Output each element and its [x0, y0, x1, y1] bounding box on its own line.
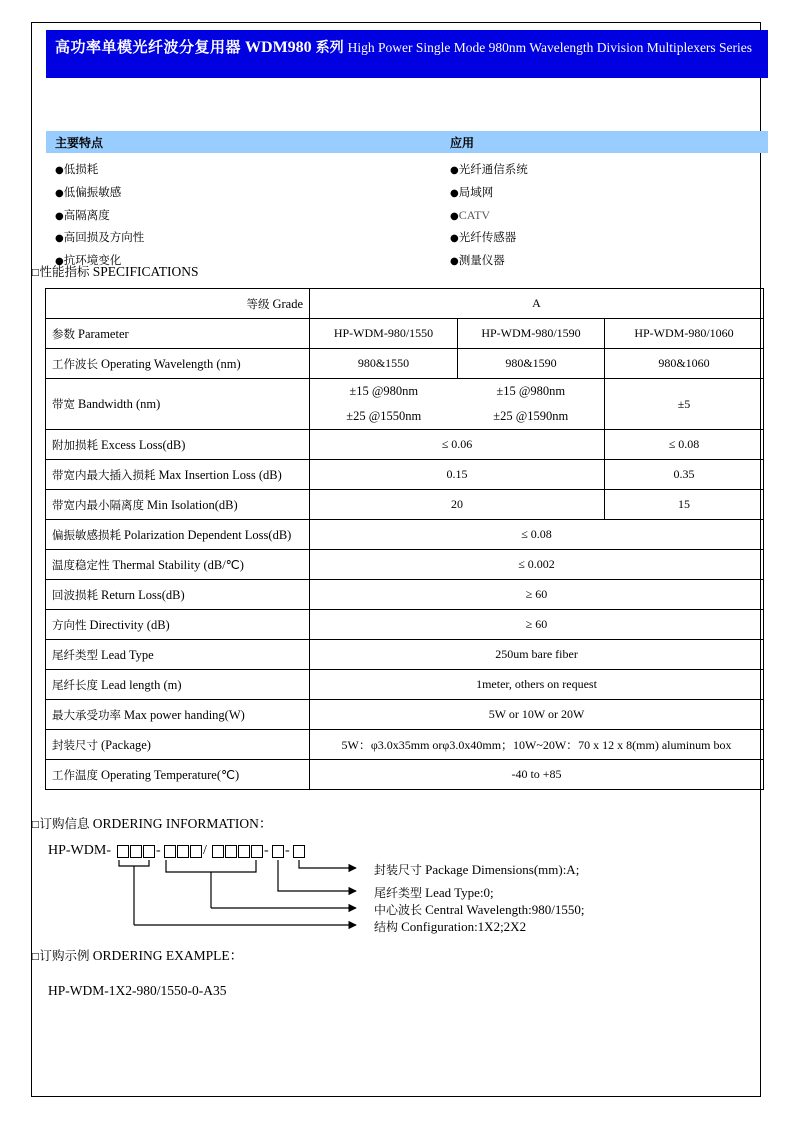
table-row [46, 640, 764, 670]
spec-param-cell [46, 379, 310, 430]
spec-param-cn: 带宽内最大插入损耗 [52, 467, 156, 482]
example-heading-en: ORDERING EXAMPLE： [92, 948, 244, 963]
table-row [46, 730, 764, 760]
pn-box-wavelength-7 [251, 845, 263, 858]
list-item [55, 182, 144, 205]
parameter-label-cn: 参数 [52, 326, 75, 341]
list-item [450, 159, 528, 182]
application-text: CATV [458, 207, 491, 222]
bullet-icon: ● [55, 233, 64, 245]
square-bullet-icon: □ [31, 952, 40, 962]
spec-value-cell: 0.15 [310, 460, 605, 490]
leader-label-package [374, 861, 579, 878]
pn-box-wavelength-1 [164, 845, 176, 858]
table-row-bandwidth [46, 379, 764, 430]
bandwidth-value: ±25 @1590nm [493, 409, 569, 423]
document-title-bar [46, 30, 768, 78]
bullet-icon: ● [450, 210, 459, 222]
feature-text: 高隔离度 [63, 207, 110, 222]
spec-param-cn: 偏振敏感损耗 [52, 527, 121, 542]
spec-value-cell: ≤ 0.002 [310, 550, 764, 580]
bandwidth-value: ±25 @1550nm [346, 409, 422, 423]
bandwidth-col1-cell [310, 379, 458, 430]
bandwidth-value: ±15 @980nm [496, 384, 566, 398]
spec-param-cn: 带宽内最小隔离度 [52, 497, 144, 512]
spec-param-cell [46, 760, 310, 790]
leader-label-package-en: Package Dimensions(mm):A; [425, 862, 580, 877]
list-item [450, 182, 528, 205]
bullet-icon: ● [55, 210, 64, 222]
title-model: WDM980 [245, 39, 312, 56]
leader-label-wavelength-en: Central Wavelength:980/1550; [425, 902, 585, 917]
pn-box-package [293, 845, 305, 858]
specifications-table [45, 288, 764, 790]
pn-dash-3: - [285, 843, 290, 858]
table-row [46, 760, 764, 790]
leader-label-configuration-en: Configuration:1X2;2X2 [401, 919, 527, 934]
leader-label-configuration [374, 918, 526, 935]
spec-param-cell [46, 670, 310, 700]
title-series-chinese: 系列 [315, 40, 344, 56]
leader-label-wavelength [374, 901, 585, 918]
list-item [450, 227, 528, 250]
pn-box-leadtype [272, 845, 284, 858]
application-text: 局域网 [458, 184, 494, 199]
spec-param-cn: 最大承受功率 [52, 707, 121, 722]
spec-param-cn: 回波损耗 [52, 587, 98, 602]
spec-param-en: Max Insertion Loss (dB) [158, 467, 282, 482]
spec-param-en: Max power handing(W) [124, 707, 245, 722]
spec-param-cn: 尾纤长度 [52, 677, 98, 692]
spec-param-cell [46, 700, 310, 730]
bullet-icon: ● [450, 256, 459, 268]
spec-param-cell [46, 610, 310, 640]
spec-value-cell: 15 [605, 490, 764, 520]
square-bullet-icon: □ [31, 820, 40, 830]
spec-value-cell: 5W or 10W or 20W [310, 700, 764, 730]
applications-heading: 应用 [450, 136, 475, 150]
table-row [46, 700, 764, 730]
pn-box-config-2 [130, 845, 142, 858]
spec-param-en: Thermal Stability (dB/℃) [112, 557, 244, 572]
spec-param-cn: 工作波长 [52, 356, 98, 371]
ordering-information-heading [31, 812, 272, 832]
spec-param-cn: 方向性 [52, 617, 87, 632]
model-cell: HP-WDM-980/1550 [310, 319, 458, 349]
bullet-icon: ● [55, 256, 64, 268]
spec-param-cn: 带宽 [52, 397, 75, 411]
features-applications-band [46, 131, 768, 153]
leader-label-configuration-cn: 结构 [374, 920, 399, 934]
table-row [46, 430, 764, 460]
bullet-icon: ● [55, 187, 64, 199]
bandwidth-col3-cell: ±5 [605, 379, 764, 430]
table-row [46, 349, 764, 379]
table-row-grade [46, 289, 764, 319]
grade-value-cell: A [310, 289, 764, 319]
example-heading-cn: 订购示例 [39, 948, 90, 963]
spec-value-cell: 20 [310, 490, 605, 520]
spec-param-cn: 温度稳定性 [52, 557, 110, 572]
spec-value-cell: 980&1060 [605, 349, 764, 379]
spec-param-cell [46, 520, 310, 550]
spec-param-en: Directivity (dB) [89, 617, 170, 632]
list-item [55, 227, 144, 250]
spec-param-cn: 封装尺寸 [52, 737, 98, 752]
table-row [46, 580, 764, 610]
spec-param-cell [46, 460, 310, 490]
ordering-example-heading [31, 944, 243, 964]
spec-value-cell: -40 to +85 [310, 760, 764, 790]
spec-value-cell: ≤ 0.08 [310, 520, 764, 550]
spec-value-cell: 5W：φ3.0x35mm orφ3.0x40mm；10W~20W：70 x 12 x 8(mm) aluminum box [310, 730, 764, 760]
ordering-heading-cn: 订购信息 [39, 816, 90, 831]
pn-box-wavelength-2 [177, 845, 189, 858]
spec-param-en: Polarization Dependent Loss(dB) [124, 527, 292, 542]
spec-param-en: Return Loss(dB) [101, 587, 185, 602]
title-english: High Power Single Mode 980nm Wavelength Division Multiplexers Series [347, 40, 753, 55]
table-row [46, 460, 764, 490]
application-text: 光纤传感器 [458, 230, 517, 245]
spec-param-en: Lead length (m) [101, 677, 182, 692]
pn-box-config-3 [143, 845, 155, 858]
parameter-label-cell [46, 319, 310, 349]
list-item [55, 159, 144, 182]
pn-box-wavelength-5 [225, 845, 237, 858]
spec-value-cell: 980&1550 [310, 349, 458, 379]
bullet-icon: ● [450, 233, 459, 245]
spec-param-en: Operating Temperature(℃) [101, 767, 240, 782]
spec-value-cell: ≥ 60 [310, 580, 764, 610]
leader-label-lead-type [374, 884, 494, 901]
spec-param-cell [46, 580, 310, 610]
spec-param-cell [46, 430, 310, 460]
pn-slash: / [203, 843, 207, 858]
spec-value-cell: ≤ 0.08 [605, 430, 764, 460]
pn-box-wavelength-3 [190, 845, 202, 858]
spec-param-cell [46, 730, 310, 760]
spec-param-en: Min Isolation(dB) [147, 497, 238, 512]
spec-param-cell [46, 550, 310, 580]
specifications-heading [31, 262, 199, 280]
feature-text: 高回损及方向性 [63, 230, 145, 245]
pn-dash-2: - [264, 843, 269, 858]
pn-box-config-1 [117, 845, 129, 858]
spec-value-cell: 250um bare fiber [310, 640, 764, 670]
table-row [46, 550, 764, 580]
bullet-icon: ● [450, 165, 459, 176]
bullet-icon: ● [55, 165, 64, 176]
leader-label-wavelength-cn: 中心波长 [374, 903, 423, 917]
specifications-heading-cn: 性能指标 [39, 264, 90, 279]
table-row [46, 490, 764, 520]
spec-param-en: Excess Loss(dB) [101, 437, 186, 452]
specifications-heading-en: SPECIFICATIONS [92, 264, 199, 279]
parameter-label-en: Parameter [78, 326, 129, 341]
part-number-prefix: HP-WDM- [48, 843, 111, 858]
model-cell: HP-WDM-980/1590 [458, 319, 605, 349]
table-row-models [46, 319, 764, 349]
spec-param-cell [46, 640, 310, 670]
features-heading: 主要特点 [55, 136, 104, 150]
bullet-icon: ● [450, 187, 459, 199]
square-bullet-icon: □ [31, 268, 40, 278]
spec-param-en: (Package) [101, 737, 151, 752]
spec-param-en: Bandwidth (nm) [78, 397, 161, 411]
spec-param-cn: 附加损耗 [52, 437, 98, 452]
spec-param-cn: 工作温度 [52, 767, 98, 782]
spec-param-en: Lead Type [101, 647, 154, 662]
leader-label-package-cn: 封装尺寸 [374, 863, 423, 877]
spec-value-cell: ≤ 0.06 [310, 430, 605, 460]
grade-label-cn: 等级 [246, 296, 270, 311]
table-row [46, 520, 764, 550]
bandwidth-col2-cell [458, 379, 605, 430]
features-list [55, 159, 144, 273]
pn-dash-1: - [156, 843, 161, 858]
spec-param-cn: 尾纤类型 [52, 647, 98, 662]
spec-value-cell: 1meter, others on request [310, 670, 764, 700]
ordering-heading-en: ORDERING INFORMATION： [92, 816, 273, 831]
feature-text: 低损耗 [63, 162, 99, 176]
spec-param-cell [46, 349, 310, 379]
list-item [55, 205, 144, 228]
table-row [46, 610, 764, 640]
grade-label-cell [46, 289, 310, 319]
spec-param-cell [46, 490, 310, 520]
application-text: 光纤通信系统 [458, 162, 528, 176]
list-item [450, 205, 528, 228]
leader-label-lead-type-en: Lead Type:0; [425, 885, 494, 900]
leader-label-lead-type-cn: 尾纤类型 [374, 886, 423, 900]
bandwidth-value: ±15 @980nm [349, 384, 419, 398]
table-row [46, 670, 764, 700]
spec-value-cell: 0.35 [605, 460, 764, 490]
spec-param-en: Operating Wavelength (nm) [101, 356, 241, 371]
applications-list [450, 159, 528, 273]
grade-label-en: Grade [272, 296, 303, 311]
title-chinese: 高功率单模光纤波分复用器 [55, 38, 242, 56]
pn-box-wavelength-6 [238, 845, 250, 858]
spec-value-cell: 980&1590 [458, 349, 605, 379]
pn-box-wavelength-4 [212, 845, 224, 858]
model-cell: HP-WDM-980/1060 [605, 319, 764, 349]
application-text: 测量仪器 [458, 253, 505, 268]
spec-value-cell: ≥ 60 [310, 610, 764, 640]
list-item [450, 250, 528, 273]
ordering-example-value: HP-WDM-1X2-980/1550-0-A35 [48, 983, 227, 998]
feature-text: 抗环境变化 [63, 253, 122, 268]
feature-text: 低偏振敏感 [63, 184, 122, 199]
